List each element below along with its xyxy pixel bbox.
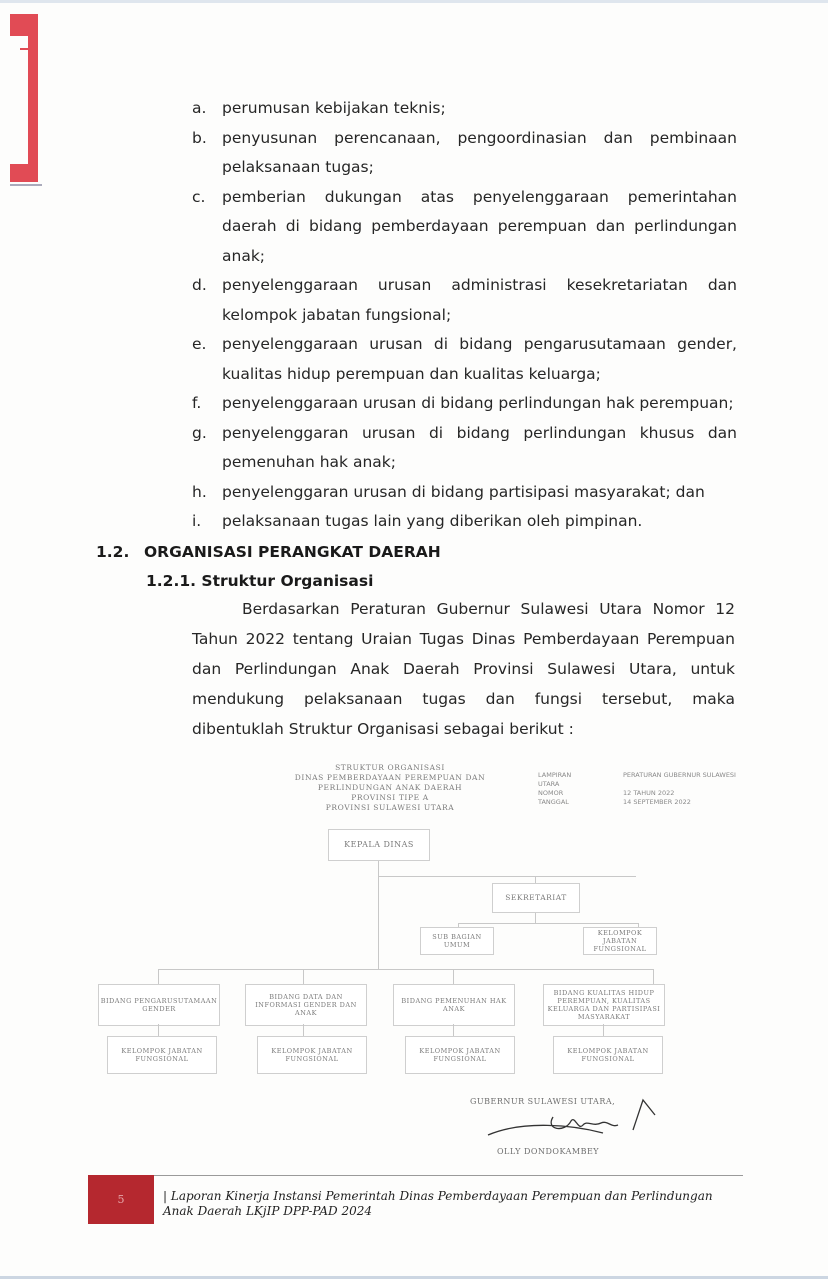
sekretariat-box: SEKRETARIAT <box>492 883 580 913</box>
signature-name: OLLY DONDOKAMBEY <box>497 1147 600 1156</box>
org-chart-meta: LAMPIRAN PERATURAN GUBERNUR SULAWESI UTARA NOMOR 12 TAHUN 2022 TANGGAL 14 SEPTEMBER 2022 <box>538 771 736 806</box>
kepala-dinas-box: KEPALA DINAS <box>328 829 430 861</box>
list-item: h. penyelenggaran urusan di bidang partisipasi masyarakat; dan <box>192 482 705 501</box>
signature-title: GUBERNUR SULAWESI UTARA, <box>470 1097 616 1106</box>
task-list <box>192 94 737 537</box>
list-item: e. penyelenggaraan urusan di bidang pengarusutamaan gender, kualitas hidup perempuan dan kualitas keluarga; <box>192 335 737 383</box>
bidang-box: BIDANG DATA DAN INFORMASI GENDER DAN ANAK <box>245 984 367 1026</box>
list-item: b. penyusunan perencanaan, pengoordinasian dan pembinaan pelaksanaan tugas; <box>192 128 737 176</box>
subbagian-umum-box: SUB BAGIAN UMUM <box>420 927 494 955</box>
bidang-box: BIDANG PENGARUSUTAMAAN GENDER <box>98 984 220 1026</box>
bidang-box: BIDANG KUALITAS HIDUP PEREMPUAN, KUALITAS KELUARGA DAN PARTISIPASI MASYARAKAT <box>543 984 665 1026</box>
org-chart <box>95 755 745 1165</box>
kelompok-jabatan-box: KELOMPOK JABATAN FUNGSIONAL <box>553 1036 663 1074</box>
list-item: g. penyelenggaran urusan di bidang perlindungan khusus dan pemenuhan hak anak; <box>192 423 737 471</box>
bidang-box: BIDANG PEMENUHAN HAK ANAK <box>393 984 515 1026</box>
list-item: f. penyelenggaraan urusan di bidang perlindungan hak perempuan; <box>192 394 734 412</box>
kelompok-jabatan-box: KELOMPOK JABATAN FUNGSIONAL <box>405 1036 515 1074</box>
kelompok-jabatan-box: KELOMPOK JABATAN FUNGSIONAL <box>257 1036 367 1074</box>
list-item: i. pelaksanaan tugas lain yang diberikan oleh pimpinan. <box>192 512 643 530</box>
kelompok-jabatan-box: KELOMPOK JABATAN FUNGSIONAL <box>107 1036 217 1074</box>
footer-text: | Laporan Kinerja Instansi Pemerintah Dinas Pemberdayaan Perempuan dan Perlindungan Anak Daerah LKjIP DPP-PAD 2024 <box>163 1189 713 1218</box>
subsection-heading: 1.2.1. Struktur Organisasi <box>146 572 374 590</box>
org-chart-title: STRUKTUR ORGANISASI DINAS PEMBERDAYAAN PEREMPUAN DAN PERLINDUNGAN ANAK DAERAH PROVINSI TIPE A PROVINSI SULAWESI UTARA <box>294 763 486 812</box>
body-paragraph: Berdasarkan Peraturan Gubernur Sulawesi Utara Nomor 12 Tahun 2022 tentang Uraian Tugas Dinas Pemberdayaan Perempuan dan Perlindungan Anak Daerah Provinsi Sulawesi Utara, untuk mendukung pelaksanaan tugas dan fungsi tersebut, maka dibentuklah Struktur Organisasi sebagai berikut : <box>192 600 735 738</box>
list-item: d. penyelenggaraan urusan administrasi kesekretariatan dan kelompok jabatan fungsional; <box>192 276 737 324</box>
footer-divider <box>88 1175 743 1176</box>
footer-page-box: 5 <box>88 1175 154 1224</box>
signature-scribble-icon <box>483 1095 663 1145</box>
top-border <box>0 0 828 3</box>
list-item: a. perumusan kebijakan teknis; <box>192 99 446 117</box>
list-item: c. pemberian dukungan atas penyelenggaraan pemerintahan daerah di bidang pemberdayaan perempuan dan perlindungan anak; <box>192 187 737 265</box>
kelompok-jabatan-top-box: KELOMPOK JABATAN FUNGSIONAL <box>583 927 657 955</box>
section-heading: 1.2. ORGANISASI PERANGKAT DAERAH <box>96 543 441 561</box>
red-bracket-mark <box>10 14 38 186</box>
